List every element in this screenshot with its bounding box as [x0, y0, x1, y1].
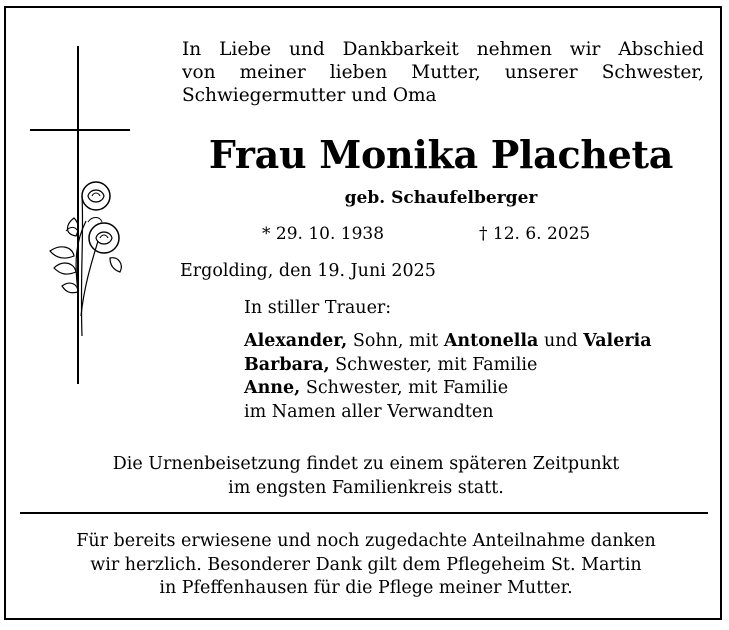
urn-line-1: Die Urnenbeisetzung findet zu einem späteren Zeitpunkt	[112, 454, 620, 474]
mourners-list	[244, 330, 652, 424]
mourner-relation: Sohn, mit	[347, 331, 444, 351]
mourner-relation: Schwester, mit Familie	[300, 378, 509, 398]
divider	[20, 512, 708, 514]
cross-with-roses-icon	[26, 46, 141, 386]
mourner-relation: im Namen aller Verwandten	[244, 401, 494, 422]
mourner-row	[244, 354, 652, 378]
intro-line-2: von meiner lieben Mutter, unserer Schwester,	[182, 62, 704, 83]
mourner-relation: Schwester, mit Familie	[329, 354, 538, 375]
death-date: † 12. 6. 2025	[479, 224, 591, 244]
intro-line-3: Schwiegermutter und Oma	[182, 85, 437, 106]
birth-name: geb. Schaufelberger	[344, 188, 538, 208]
intro-line-1: In Liebe und Dankbarkeit nehmen wir Abschied	[182, 39, 704, 60]
mourning-label: In stiller Trauer:	[244, 298, 392, 318]
mourner-name: Alexander,	[244, 331, 348, 351]
mourner-row	[244, 377, 652, 401]
obituary-notice	[4, 6, 722, 620]
urn-burial-notice	[16, 453, 716, 500]
mourner-row	[244, 401, 652, 425]
thanks-text	[16, 530, 716, 601]
thanks-line-1: Für bereits erwiesene und noch zugedachte Anteilnahme danken	[76, 531, 656, 551]
mourner-row	[244, 330, 652, 354]
intro-text	[182, 38, 704, 107]
thanks-line-3: in Pfeffenhausen für die Pflege meiner Mutter.	[159, 578, 573, 598]
urn-line-2: im engsten Familienkreis statt.	[228, 477, 504, 498]
birth-date: * 29. 10. 1938	[262, 224, 385, 244]
mourner-relation: und	[538, 331, 584, 351]
mourner-name: Anne,	[244, 378, 301, 398]
deceased-name: Frau Monika Placheta	[208, 132, 674, 177]
mourner-name: Barbara,	[244, 354, 330, 375]
place-date: Ergolding, den 19. Juni 2025	[180, 261, 436, 281]
mourner-name: Antonella	[443, 331, 539, 351]
thanks-line-2: wir herzlich. Besonderer Dank gilt dem Pflegeheim St. Martin	[90, 554, 642, 575]
mourner-name: Valeria	[583, 331, 652, 351]
